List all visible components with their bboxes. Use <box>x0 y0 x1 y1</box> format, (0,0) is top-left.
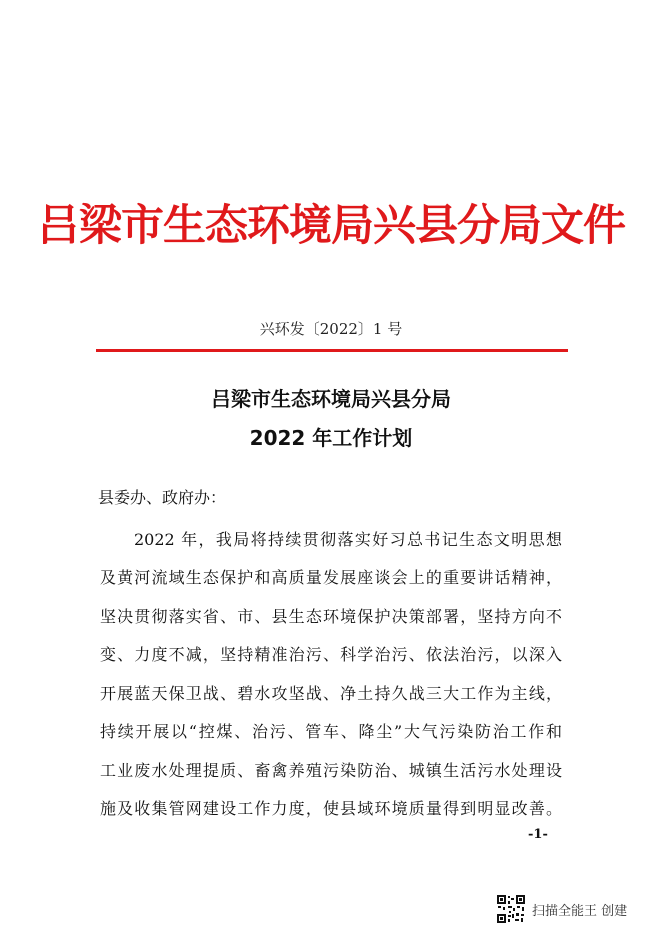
salutation: 县委办、政府办： <box>98 488 227 507</box>
body-line: 及黄河流域生态保护和高质量发展座谈会上的重要讲话精神， <box>100 568 562 587</box>
document-number: 兴环发〔2022〕1 号 <box>259 320 403 338</box>
qr-code-icon <box>496 894 526 924</box>
scanner-watermark <box>496 893 627 925</box>
body-line: 工业废水处理提质、畜禽养殖污染防治、城镇生活污水处理设 <box>100 761 562 780</box>
body-line: 2022 年，我局将持续贯彻落实好习总书记生态文明思想 <box>134 530 562 549</box>
body-line: 变、力度不减，坚持精准治污、科学治污、依法治污，以深入 <box>100 645 562 664</box>
document-title-line-1: 吕梁市生态环境局兴县分局 <box>211 387 451 411</box>
red-divider-line <box>96 349 568 352</box>
issuer-header-title: 吕梁市生态环境局兴县分局文件 <box>37 201 625 251</box>
body-line: 施及收集管网建设工作力度，使县域环境质量得到明显改善。 <box>100 799 562 818</box>
page-number: -1- <box>528 827 548 842</box>
body-line: 坚决贯彻落实省、市、县生态环境保护决策部署，坚持方向不 <box>100 607 562 626</box>
body-line: 开展蓝天保卫战、碧水攻坚战、净土持久战三大工作为主线， <box>100 684 562 703</box>
scanner-label: 扫描全能王 创建 <box>532 903 628 919</box>
document-title-line-2: 2022 年工作计划 <box>249 426 413 450</box>
body-line: 持续开展以“控煤、治污、管车、降尘”大气污染防治工作和 <box>100 722 562 741</box>
